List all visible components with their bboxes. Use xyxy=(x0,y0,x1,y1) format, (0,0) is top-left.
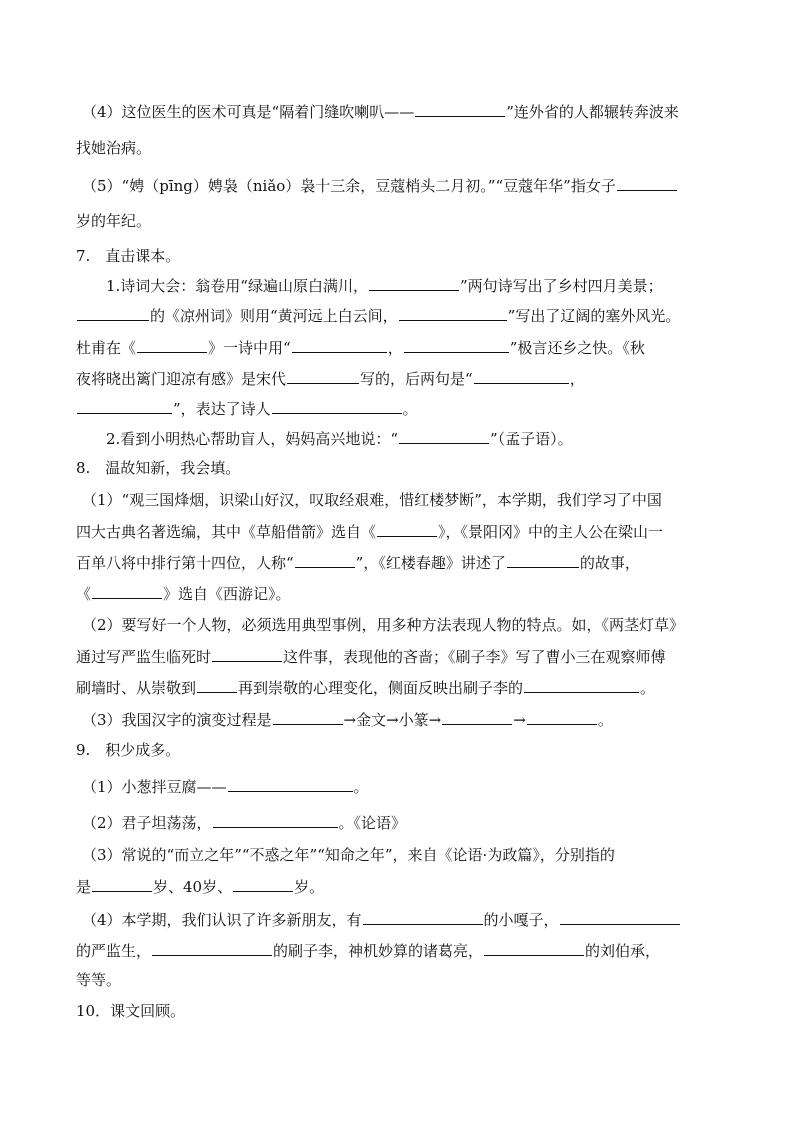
q8-1-text-a: （1）“观三国烽烟，识梁山好汉，叹取经艰难，惜红楼梦断”，本学期，我们学习了中国 xyxy=(82,491,662,509)
q9-4-text-a: （4）本学期，我们认识了许多新朋友，有 xyxy=(82,911,362,929)
q9-2-line1 xyxy=(82,812,406,832)
q8-2-text-f: 。 xyxy=(640,679,656,697)
q9-3-text-b: 是 xyxy=(76,878,92,896)
q8-2-text-b: 通过写严监生临死时 xyxy=(76,648,212,666)
q8-1-text-g: 《 xyxy=(76,585,92,603)
q9-4-blank-1[interactable] xyxy=(363,909,483,925)
q8-3-text-b: →金文→小篆→ xyxy=(343,711,442,729)
q9-3-text-a: （3）常说的“而立之年”“不惑之年”“知命之年”，来自《论语·为政篇》，分别指的 xyxy=(82,846,615,864)
q8-1-text-e: ”，《红楼春趣》讲述了 xyxy=(355,554,506,572)
q9-4-text-d: 的刷子李，神机妙算的诸葛亮， xyxy=(273,942,484,960)
q7-1-blank-2[interactable] xyxy=(77,305,149,321)
q8-1-line2 xyxy=(76,521,663,541)
q8-1-line4 xyxy=(76,583,291,603)
q9-2-blank[interactable] xyxy=(213,812,338,828)
q9-4-blank-3[interactable] xyxy=(152,940,272,956)
q8-title xyxy=(76,458,240,478)
q9-3-text-c: 岁、40岁、 xyxy=(153,878,233,896)
q9-4-blank-4[interactable] xyxy=(484,940,584,956)
q9-4-blank-2[interactable] xyxy=(560,909,680,925)
q7-2-text-a: 2.看到小明热心帮助盲人，妈妈高兴地说：“ xyxy=(106,430,398,448)
q9-3-line1 xyxy=(82,845,615,865)
q8-1-text-c: 》，《景阳冈》中的主人公在梁山一 xyxy=(438,523,664,541)
q7-2-text-b: ”（孟子语）。 xyxy=(489,430,573,448)
q9-title xyxy=(76,740,180,760)
q7-1-text-l: ”，表达了诗人 xyxy=(173,400,271,418)
q8-3-text-d: 。 xyxy=(597,711,613,729)
q9-4-text-c: 的严监生， xyxy=(76,942,152,960)
q7-1-blank-10[interactable] xyxy=(272,398,402,414)
q8-1-blank-1[interactable] xyxy=(377,521,437,537)
q8-2-line1 xyxy=(82,615,684,635)
q9-2-text-b: 。《论语》 xyxy=(338,814,407,832)
q9-1-blank[interactable] xyxy=(228,776,353,792)
q7-1-blank-3[interactable] xyxy=(399,305,507,321)
q10-title-text: 10．课文回顾。 xyxy=(76,1002,186,1020)
q7-1-blank-7[interactable] xyxy=(287,368,359,384)
q7-1-text-b: ”两句诗写出了乡村四月美景； xyxy=(459,277,663,295)
q6-5-text-a: （5）“娉（pīng）娉袅（niǎo）袅十三余，豆蔻梢头二月初。”“豆蔻年华”指女子 xyxy=(82,177,616,195)
q9-title-text: 9. 积少成多。 xyxy=(76,741,181,759)
q7-1-blank-5[interactable] xyxy=(292,337,387,353)
q7-1-text-d: ”写出了辽阔的塞外风光。 xyxy=(507,307,681,325)
q9-4-line2 xyxy=(76,940,660,960)
q9-1-line1 xyxy=(82,776,369,796)
q8-2-blank-2[interactable] xyxy=(197,677,237,693)
q7-1-blank-6[interactable] xyxy=(404,337,509,353)
q9-1-text-a: （1）小葱拌豆腐—— xyxy=(82,778,227,796)
q8-2-text-a: （2）要写好一个人物，必须选用典型事例，用多种方法表现人物的特点。如，《两茎灯草》 xyxy=(82,616,685,634)
q8-2-blank-3[interactable] xyxy=(524,677,639,693)
q6-5-blank[interactable] xyxy=(617,175,677,191)
q6-4-text-c: 找她治病。 xyxy=(76,139,152,157)
q8-3-blank-3[interactable] xyxy=(527,709,597,725)
q6-5-line1 xyxy=(82,175,678,195)
q7-2-blank[interactable] xyxy=(399,428,489,444)
q7-1-line2 xyxy=(76,305,680,325)
q9-3-blank-1[interactable] xyxy=(92,876,152,892)
q9-4-line3 xyxy=(76,970,121,990)
q8-1-blank-3[interactable] xyxy=(507,552,579,568)
q9-3-text-d: 岁。 xyxy=(294,878,325,896)
q7-title xyxy=(76,246,180,266)
q7-1-line3 xyxy=(76,337,645,357)
q7-2-line1 xyxy=(106,428,573,448)
q7-1-blank-1[interactable] xyxy=(369,275,459,291)
q8-1-text-b: 四大古典名著选编，其中《草船借箭》选自《 xyxy=(76,523,377,541)
q8-3-text-c: → xyxy=(513,711,526,729)
q7-1-text-h: ”极言还乡之快。《秋 xyxy=(509,339,645,357)
q8-2-blank-1[interactable] xyxy=(212,646,282,662)
q7-1-text-j: 写的，后两句是“ xyxy=(360,370,473,388)
q6-4-text-a: （4）这位医生的医术可真是“隔着门缝吹喇叭—— xyxy=(82,103,415,121)
q7-1-line5 xyxy=(76,398,418,418)
q8-3-blank-2[interactable] xyxy=(442,709,512,725)
q8-3-text-a: （3）我国汉字的演变过程是 xyxy=(82,711,272,729)
q9-4-text-f: 等等。 xyxy=(76,971,122,989)
q7-1-blank-9[interactable] xyxy=(77,398,172,414)
q8-2-line2 xyxy=(76,646,666,666)
q8-1-line1 xyxy=(82,490,662,510)
q6-5-text-b: 岁的年纪。 xyxy=(76,212,152,230)
q7-1-text-m: 。 xyxy=(402,400,418,418)
q8-3-line1 xyxy=(82,709,613,729)
q10-title xyxy=(76,1001,185,1021)
q7-1-blank-8[interactable] xyxy=(474,368,569,384)
q9-3-blank-2[interactable] xyxy=(233,876,293,892)
q7-1-text-i: 夜将晓出篱门迎凉有感》是宋代 xyxy=(76,370,287,388)
q8-title-text: 8. 温故知新，我会填。 xyxy=(76,459,241,477)
q8-1-text-f: 的故事， xyxy=(579,554,640,572)
q8-1-text-h: 》选自《西游记》。 xyxy=(163,585,291,603)
q7-1-line1 xyxy=(106,275,663,295)
q9-3-line2 xyxy=(76,876,324,896)
q9-4-line1 xyxy=(82,909,681,929)
q7-1-text-f: 》一诗中用“ xyxy=(208,339,291,357)
q8-2-line3 xyxy=(76,677,655,697)
q7-1-text-k: ， xyxy=(569,370,585,388)
q7-1-blank-4[interactable] xyxy=(137,337,207,353)
q6-4-line2 xyxy=(76,138,151,158)
q8-1-blank-4[interactable] xyxy=(92,583,162,599)
q8-1-line3 xyxy=(76,552,640,572)
q7-title-text: 7. 直击课本。 xyxy=(76,247,181,265)
q9-4-text-b: 的小嘎子， xyxy=(483,911,559,929)
q7-1-text-c: 的《凉州词》则用“黄河远上白云间， xyxy=(150,307,398,325)
q7-1-text-a: 1.诗词大会：翁卷用“绿遍山原白满川， xyxy=(106,277,368,295)
q8-2-text-d: 刷墙时、从崇敬到 xyxy=(76,679,197,697)
q9-2-text-a: （2）君子坦荡荡， xyxy=(82,814,212,832)
q7-1-text-e: 杜甫在《 xyxy=(76,339,137,357)
q8-1-text-d: 百单八将中排行第十四位，人称“ xyxy=(76,554,294,572)
q7-1-text-g: ， xyxy=(387,339,403,357)
q9-1-text-b: 。 xyxy=(353,778,369,796)
q8-2-text-c: 这件事，表现他的吝啬；《刷子李》写了曹小三在观察师傅 xyxy=(283,648,666,666)
q6-4-line1 xyxy=(82,101,679,121)
q6-5-line2 xyxy=(76,211,151,231)
q8-3-blank-1[interactable] xyxy=(273,709,343,725)
q8-1-blank-2[interactable] xyxy=(295,552,355,568)
q7-1-line4 xyxy=(76,368,585,388)
q8-2-text-e: 再到崇敬的心理变化，侧面反映出刷子李的 xyxy=(238,679,524,697)
q9-4-text-e: 的刘伯承， xyxy=(585,942,661,960)
q6-4-blank[interactable] xyxy=(415,101,505,117)
q6-4-text-b: ”连外省的人都辗转奔波来 xyxy=(506,103,679,121)
